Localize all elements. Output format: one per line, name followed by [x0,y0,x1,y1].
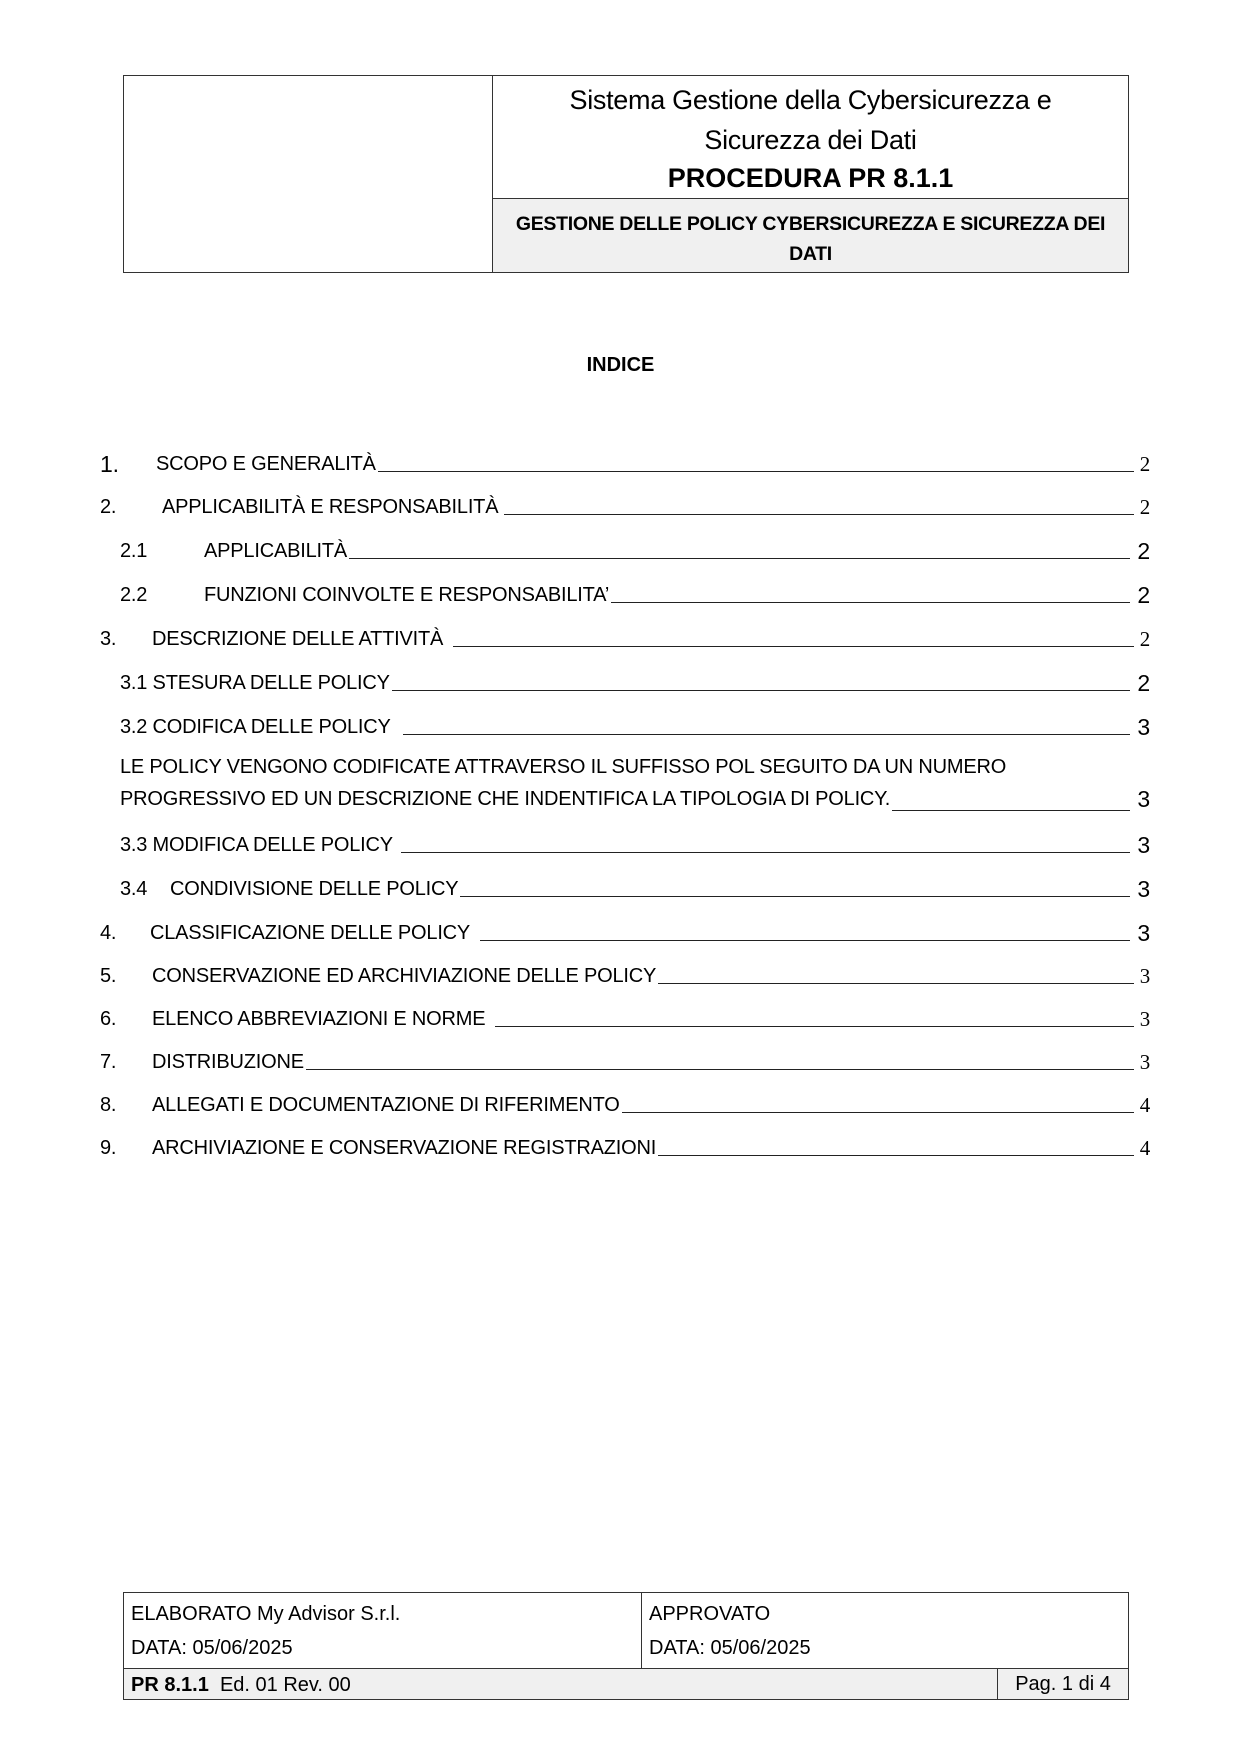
approved-date: DATA: 05/06/2025 [649,1637,811,1659]
toc-entry[interactable] [120,577,1150,607]
toc-leader [658,1154,1134,1156]
toc-label: DESCRIZIONE DELLE ATTIVITÀ [152,628,444,650]
toc-entry[interactable] [100,915,1150,945]
toc-page: 2 [1137,538,1150,564]
toc-leader [401,851,1130,853]
toc-entry[interactable] [100,621,1150,651]
system-title-line2: Sicurezza dei Dati [704,125,917,155]
procedure-code: PROCEDURA PR 8.1.1 [667,163,954,193]
toc-label: APPLICABILITÀ E RESPONSABILITÀ [162,496,499,518]
toc-leader [392,689,1130,691]
toc-page: 3 [1137,714,1150,740]
toc-leader [504,513,1134,515]
toc-label: DISTRIBUZIONE [152,1051,304,1073]
edition-revision: Ed. 01 Rev. 00 [219,1674,351,1696]
toc-entry[interactable] [100,1087,1150,1117]
prepared-date: DATA: 05/06/2025 [131,1637,293,1659]
system-title-line1: Sistema Gestione della Cybersicurezza e [569,85,1052,115]
toc-page: 3 [1139,1007,1150,1031]
toc-entry[interactable] [120,665,1150,695]
toc-page: 3 [1139,1050,1150,1074]
toc-label-line2: PROGRESSIVO ED UN DESCRIZIONE CHE INDENTIFICA LA TIPOLOGIA DI POLICY. [120,788,891,810]
toc-label: 3.3 MODIFICA DELLE POLICY [120,834,393,856]
toc-label: FUNZIONI COINVOLTE E RESPONSABILITA’ [204,584,610,606]
toc-leader [892,809,1130,811]
toc-entry[interactable] [100,958,1150,988]
toc-page: 2 [1139,627,1150,651]
toc-leader [480,939,1130,941]
toc-number: 5. [100,965,117,987]
toc-number: 3. [100,628,117,650]
toc-entry[interactable] [120,871,1150,901]
toc-entry[interactable] [120,709,1150,739]
toc-number: 3.4 [120,878,148,900]
toc-number: 2. [100,496,117,518]
toc-leader [453,645,1134,647]
toc-entry[interactable] [100,1130,1150,1160]
toc-number: 2.1 [120,540,148,562]
prepared-by: ELABORATO My Advisor S.r.l. [131,1603,401,1625]
toc-page: 2 [1137,670,1150,696]
toc-number: 8. [100,1094,117,1116]
toc-page: 2 [1139,495,1150,519]
toc-label: CONSERVAZIONE ED ARCHIVIAZIONE DELLE POLICY [152,965,657,987]
toc-label: 3.1 STESURA DELLE POLICY [120,672,390,694]
toc-number: 7. [100,1051,117,1073]
toc-number: 4. [100,922,117,944]
toc-number: 2.2 [120,584,148,606]
toc-label: SCOPO E GENERALITÀ [156,453,376,475]
toc-label: ELENCO ABBREVIAZIONI E NORME [152,1008,486,1030]
toc-entry[interactable] [100,1001,1150,1031]
revision-info [131,1671,351,1699]
toc-entry[interactable] [100,1044,1150,1074]
toc-leader [378,470,1134,472]
toc-page: 3 [1137,832,1150,858]
approved-cell [642,1593,1128,1668]
header-title-cell [493,76,1128,199]
toc-leader [349,557,1130,559]
toc-page: 3 [1137,786,1150,812]
toc-page: 4 [1139,1093,1150,1117]
toc-label: APPLICABILITÀ [204,540,348,562]
toc-page: 2 [1139,452,1150,476]
toc-leader [611,601,1130,603]
toc-number: 9. [100,1137,117,1159]
toc-leader [495,1025,1134,1027]
toc-label: ALLEGATI E DOCUMENTAZIONE DI RIFERIMENTO [152,1094,620,1116]
toc-label: 3.2 CODIFICA DELLE POLICY [120,716,391,738]
toc-number: 6. [100,1008,117,1030]
toc-leader [403,733,1130,735]
toc-label: CONDIVISIONE DELLE POLICY [170,878,459,900]
index-title: INDICE [586,354,655,376]
document-footer-table [123,1592,1129,1700]
toc-entry[interactable] [100,446,1150,476]
page-number: Pag. 1 di 4 [997,1669,1128,1699]
revision-row [124,1668,1128,1699]
toc-entry[interactable] [100,489,1150,519]
toc-entry[interactable] [120,533,1150,563]
toc-page: 3 [1137,876,1150,902]
toc-entry[interactable] [120,751,1150,815]
toc-page: 2 [1137,582,1150,608]
toc-page: 4 [1139,1136,1150,1160]
toc-entry[interactable] [120,827,1150,857]
toc-label: ARCHIVIAZIONE E CONSERVAZIONE REGISTRAZIONI [152,1137,657,1159]
procedure-subtitle: GESTIONE DELLE POLICY CYBERSICUREZZA E SICUREZZA DEI DATI [493,199,1128,272]
toc-page: 3 [1137,920,1150,946]
doc-code: PR 8.1.1 [131,1674,209,1696]
toc-leader [460,895,1130,897]
toc-page: 3 [1139,964,1150,988]
prepared-cell [124,1593,642,1668]
toc-label: CLASSIFICAZIONE DELLE POLICY [150,922,471,944]
toc-leader [306,1068,1134,1070]
approved-label: APPROVATO [649,1603,771,1625]
toc-leader [622,1111,1134,1113]
toc-label-line1: LE POLICY VENGONO CODIFICATE ATTRAVERSO IL SUFFISSO POL SEGUITO DA UN NUMERO [120,756,1007,778]
document-header-table [123,75,1129,273]
toc-number: 1. [100,451,119,477]
logo-cell [124,76,493,272]
toc-leader [658,982,1134,984]
